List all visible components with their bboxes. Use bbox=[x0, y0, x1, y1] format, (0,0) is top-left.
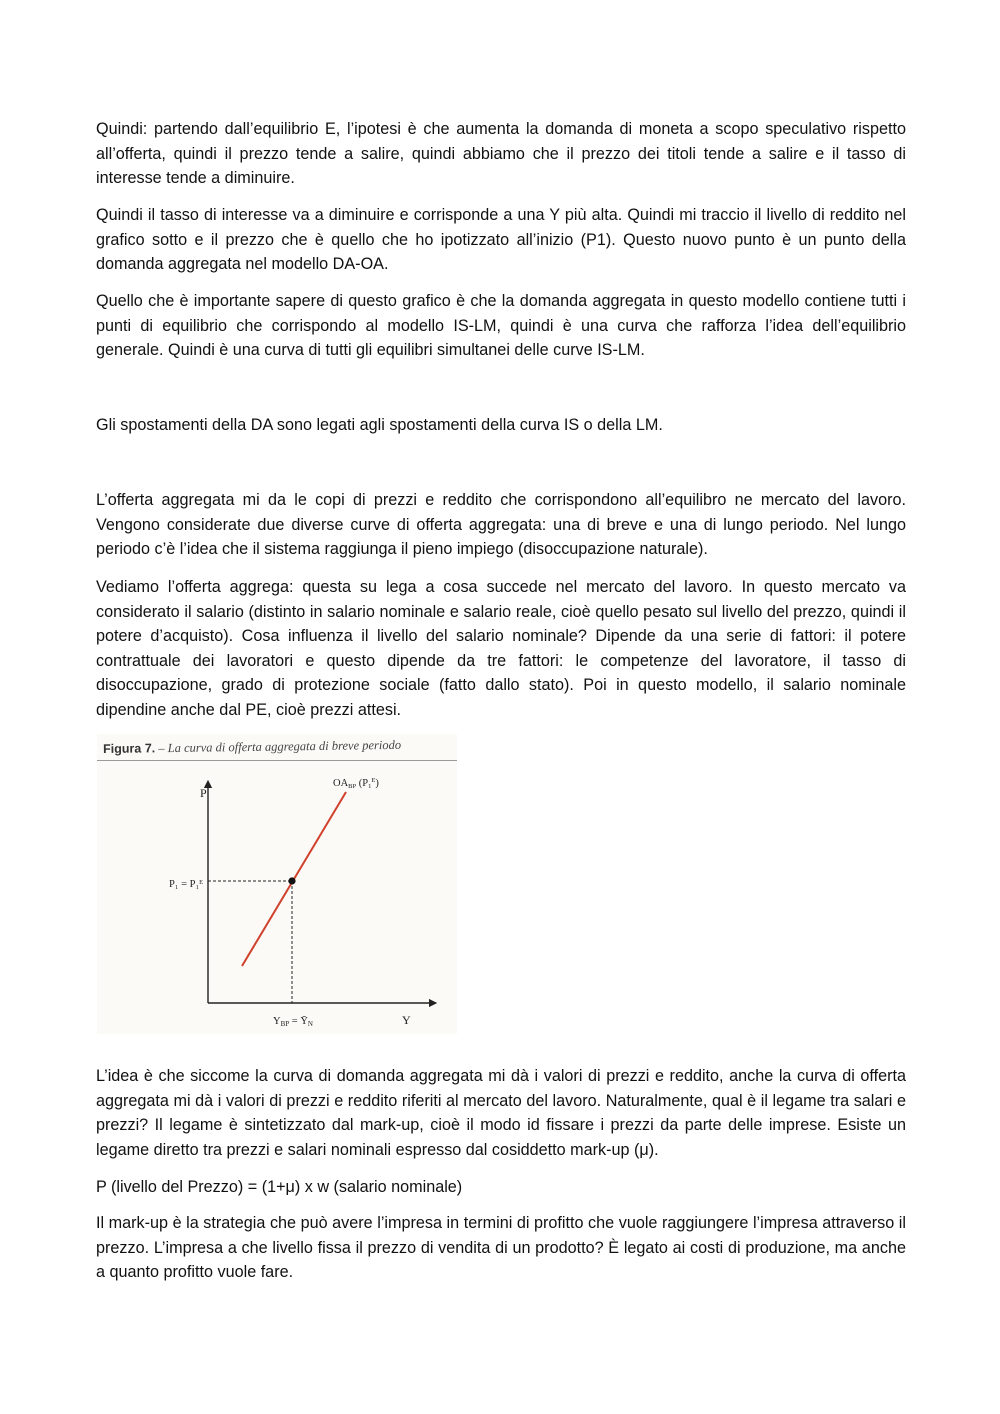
paragraph-aggregate-demand: Quello che è importante sapere di questo grafico è che la domanda aggregata in questo modello contiene tutti i punti di equilibrio che corrispondo al modello IS-LM, quindi è una curva che rafforza l’idea dell’equilibrio generale. Quindi è una curva di tutti gli equilibri simultanei delle curve IS-LM. bbox=[96, 292, 906, 359]
paragraph-equilibrium-hypothesis: Quindi: partendo dall’equilibrio E, l’ipotesi è che aumenta la domanda di moneta a scopo speculativo rispetto all’offerta, quindi il prezzo tende a salire, quindi abbiamo che il prezzo dei titoli tende a salire e il tasso di interesse tende a diminuire. bbox=[96, 120, 906, 187]
figure-number: Figura 7. bbox=[103, 741, 156, 756]
paragraph-price-formula: P (livello del Prezzo) = (1+μ) x w (salario nominale) bbox=[96, 1178, 463, 1196]
paragraph-interest-rate: Quindi il tasso di interesse va a diminuire e corrisponde a una Y più alta. Quindi mi traccio il livello di reddito nel grafico sotto e il prezzo che è quello che ho ipotizzato all’inizio (P1). Questo nuovo punto è un punto della domanda aggregata nel modello DA-OA. bbox=[96, 206, 906, 273]
equilibrium-point bbox=[288, 877, 295, 884]
figure-diagram bbox=[97, 734, 457, 1034]
paragraph-aggregate-supply: L’offerta aggregata mi da le copi di prezzi e reddito che corrispondono all’equilibro ne mercato del lavoro. Vengono considerate due diverse curve di offerta aggregata: una di breve e una di lungo periodo. Nel lungo periodo c’è l’idea che il sistema raggiunga il pieno impiego (disoccupazione naturale). bbox=[96, 491, 906, 558]
figure-title: – La curva di offerta aggregata di breve periodo bbox=[158, 737, 402, 756]
y-axis-label: P bbox=[200, 786, 207, 800]
paragraph-markup-strategy: Il mark-up è la strategia che può avere l’impresa in termini di profitto che vuole raggiungere l’impresa attraverso il prezzo. L’impresa a che livello fissa il prezzo di vendita di un prodotto? È legato ai costi di produzione, ma anche a quanto profitto vuole fare. bbox=[96, 1214, 906, 1281]
x-tick-label: YBP = ȲN bbox=[273, 1016, 313, 1028]
paragraph-labor-market: Vediamo l’offerta aggrega: questa su lega a cosa succede nel mercato del lavoro. In questo mercato va considerato il salario (distinto in salario nominale e salario reale, cioè quello pesato sul livello del prezzo, quindi il potere d’acquisto). Cosa influenza il livello del salario nominale? Dipende da una serie di fattori: il potere contrattuale dei lavoratori e questo dipende da tre fattori: le competenze del lavoratore, il tasso di disoccupazione, grado di protezione sociale (fatto dallo stato). Poi in questo modello, il salario nominale dipendine anche dal PE, cioè prezzi attesi. bbox=[96, 578, 906, 719]
x-axis-label: Y bbox=[402, 1013, 411, 1027]
y-tick-label: P₁ = P₁ᴱ bbox=[169, 879, 204, 890]
figure-short-run-supply bbox=[97, 734, 457, 1034]
paragraph-markup-link: L’idea è che siccome la curva di domanda aggregata mi dà i valori di prezzi e reddito, anche la curva di offerta aggregata mi dà i valori di prezzi e reddito riferiti al mercato del lavoro. Naturalmente, qual è il legame tra salari e prezzi? Il legame è sintetizzato dal mark-up, cioè il modo id fissare i prezzi da parte delle imprese. Esiste un legame diretto tra prezzi e salari nominali espresso dal cosiddetto mark-up (μ). bbox=[96, 1067, 906, 1159]
paragraph-da-shifts: Gli spostamenti della DA sono legati agli spostamenti della curva IS o della LM. bbox=[96, 416, 663, 434]
curve-label: OABP $(P1^E)$ bbox=[333, 777, 379, 790]
